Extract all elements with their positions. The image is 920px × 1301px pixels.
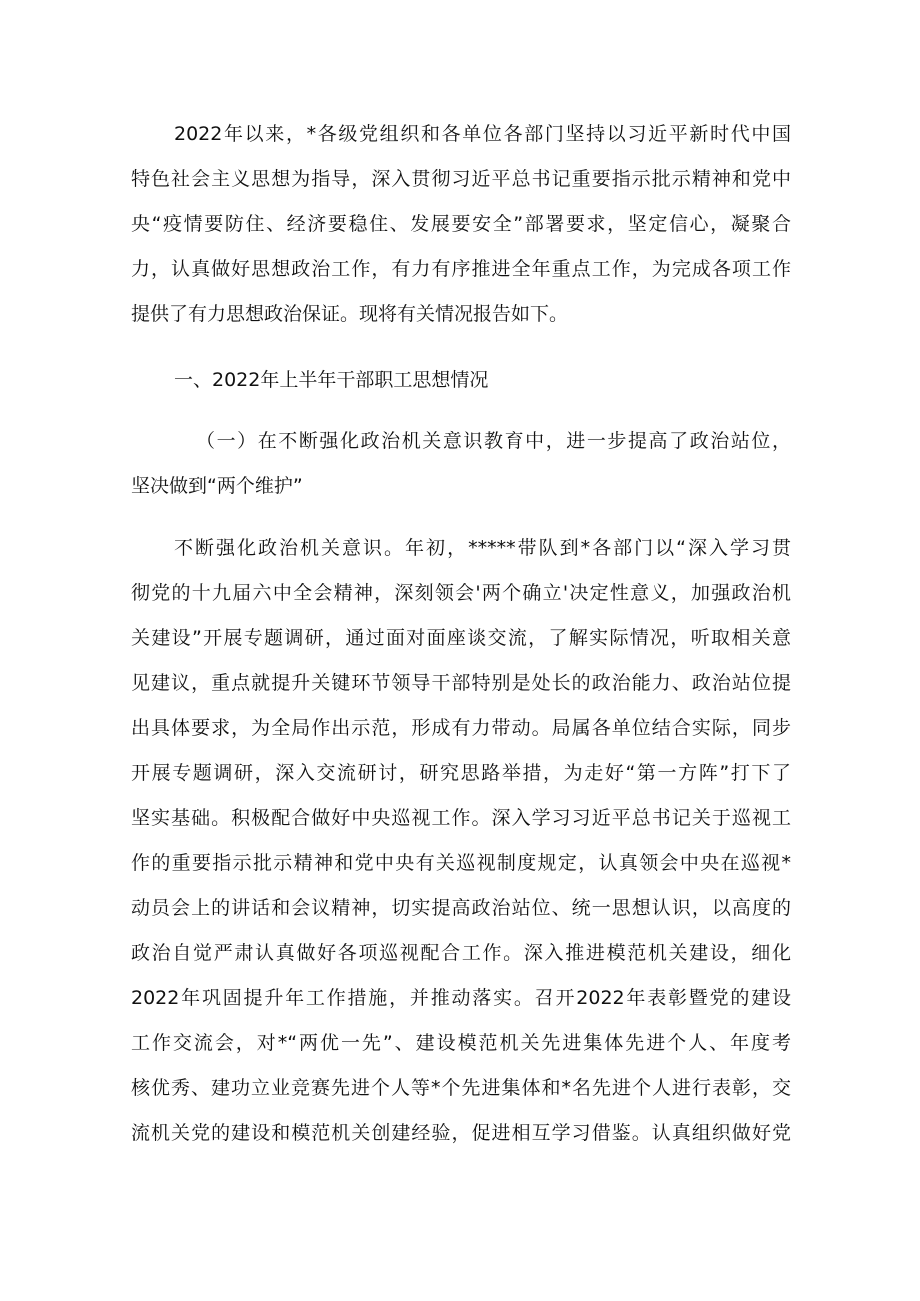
intro-line-3: 央“疫情要防住、经济要稳住、发展要安全”部署要求，坚定信心，凝聚合 <box>131 213 791 235</box>
body-line-11: 2022年巩固提升年工作措施，并推动落实。召开2022年表彰暨党的建设 <box>131 987 791 1009</box>
body-line-8: 作的重要指示批示精神和党中央有关巡视制度规定，认真领会中央在巡视* <box>131 852 791 874</box>
intro-line-5: 提供了有力思想政治保证。现将有关情况报告如下。 <box>131 303 569 325</box>
subheading-line-2: 坚决做到“两个维护” <box>131 475 303 497</box>
body-line-10: 政治自觉严肃认真做好各项巡视配合工作。深入推进模范机关建设，细化 <box>131 942 791 964</box>
body-line-7: 坚实基础。积极配合做好中央巡视工作。深入学习习近平总书记关于巡视工 <box>131 807 791 829</box>
subheading-line-1: （一）在不断强化政治机关意识教育中，进一步提高了政治站位， <box>196 430 791 452</box>
body-line-6: 开展专题调研，深入交流研讨，研究思路举措，为走好“第一方阵”打下了 <box>131 762 791 784</box>
body-line-4: 见建议，重点就提升关键环节领导干部特别是处长的政治能力、政治站位提 <box>131 672 791 694</box>
body-line-1: 不断强化政治机关意识。年初，*****带队到*各部门以“深入学习贯 <box>174 537 791 559</box>
intro-line-4: 力，认真做好思想政治工作，有力有序推进全年重点工作，为完成各项工作 <box>131 258 791 280</box>
section-heading-1: 一、2022年上半年干部职工思想情况 <box>174 369 489 391</box>
body-line-2: 彻党的十九届六中全会精神，深刻领会'两个确立'决定性意义，加强政治机 <box>131 582 791 604</box>
body-line-5: 出具体要求，为全局作出示范，形成有力带动。局属各单位结合实际，同步 <box>131 717 791 739</box>
body-line-13: 核优秀、建功立业竞赛先进个人等*个先进集体和*名先进个人进行表彰，交 <box>131 1077 791 1099</box>
intro-line-2: 特色社会主义思想为指导，深入贯彻习近平总书记重要指示批示精神和党中 <box>131 168 791 190</box>
body-line-3: 关建设”开展专题调研，通过面对面座谈交流，了解实际情况，听取相关意 <box>131 627 791 649</box>
body-line-12: 工作交流会，对*“两优一先”、建设模范机关先进集体先进个人、年度考 <box>131 1032 791 1054</box>
intro-line-1: 2022年以来，*各级党组织和各单位各部门坚持以习近平新时代中国 <box>174 123 791 145</box>
body-line-14: 流机关党的建设和模范机关创建经验，促进相互学习借鉴。认真组织做好党 <box>131 1122 791 1144</box>
body-line-9: 动员会上的讲话和会议精神，切实提高政治站位、统一思想认识，以高度的 <box>131 897 791 919</box>
